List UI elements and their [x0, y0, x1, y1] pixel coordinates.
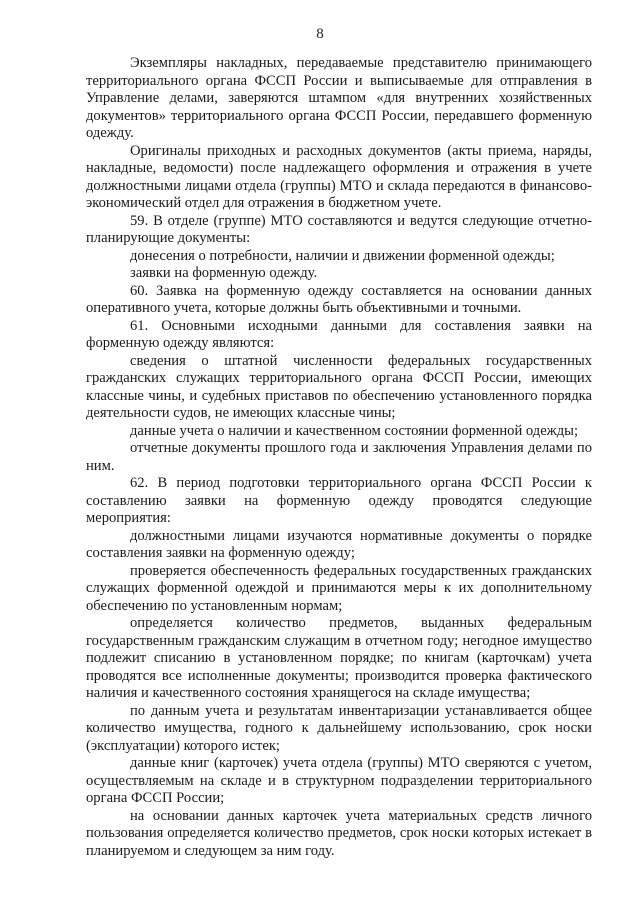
list-item: данные учета о наличии и качественном состоянии форменной одежды; [130, 422, 579, 439]
list-item: отчетные документы прошлого года и заключения Управления делами по ним. [86, 440, 592, 474]
list-item: должностными лицами изучаются нормативные документы о порядке составления заявки на форменную одежду; [86, 527, 592, 561]
list-item: проверяется обеспеченность федеральных государственных гражданских служащих форменной одеждой и принимаются меры к их дополнительному обеспечению по установленным нормам; [86, 562, 592, 614]
paragraph-item-62: 62. В период подготовки территориального органа ФССП России к составлению заявки на форменную одежду проводятся следующие мероприятия: [86, 475, 592, 526]
list-item: сведения о штатной численности федеральных государственных гражданских служащих территориального органа ФССП России, имеющих классные чины, и судебных приставов по обеспечению установленного порядка деятельности судов, не имеющих классные чины; [86, 352, 592, 421]
paragraph: Экземпляры накладных, передаваемые представителю принимающего территориального органа ФССП России и выписываемые для отправления в Управление делами, заверяются штампом «для внутренних хозяйственных документов» территориального органа ФССП России, передавшего форменную одежду. [86, 55, 592, 141]
paragraph-item-59: 59. В отделе (группе) МТО составляются и ведутся следующие отчетно-планирующие документы: [86, 212, 592, 246]
document-body [86, 55, 592, 860]
paragraph-item-60: 60. Заявка на форменную одежду составляется на основании данных оперативного учета, которые должны быть объективными и точными. [86, 282, 592, 316]
list-item: заявки на форменную одежду. [130, 265, 318, 281]
list-item: данные книг (карточек) учета отдела (группы) МТО сверяются с учетом, осуществляемым на складе и в структурном подразделении территориального органа ФССП России; [86, 755, 592, 806]
paragraph-item-61: 61. Основными исходными данными для составления заявки на форменную одежду являются: [86, 317, 592, 351]
list-item: по данным учета и результатам инвентаризации устанавливается общее количество имущества, годного к дальнейшему использованию, срок носки (эксплуатации) которого истек; [86, 702, 592, 754]
page-number: 8 [316, 26, 324, 42]
paragraph: Оригиналы приходных и расходных документов (акты приема, наряды, накладные, ведомости) после надлежащего оформления и отражения в учете должностными лицами отдела (группы) МТО и склада передаются в финансово-экономический отдел для отражения в бюджетном учете. [86, 142, 592, 211]
list-item: на основании данных карточек учета материальных средств личного пользования определяется количество предметов, срок носки которых истекает в планируемом и следующем за ним году. [86, 807, 592, 859]
list-item: определяется количество предметов, выданных федеральным государственным гражданским служащим в отчетном году; негодное имущество подлежит списанию в установленном порядке; по книгам (карточкам) учета проводятся все исполненные документы; производится проверка фактического наличия и качественного состояния хранящегося на складе имущества; [86, 615, 592, 701]
list-item: донесения о потребности, наличии и движении форменной одежды; [130, 247, 555, 264]
